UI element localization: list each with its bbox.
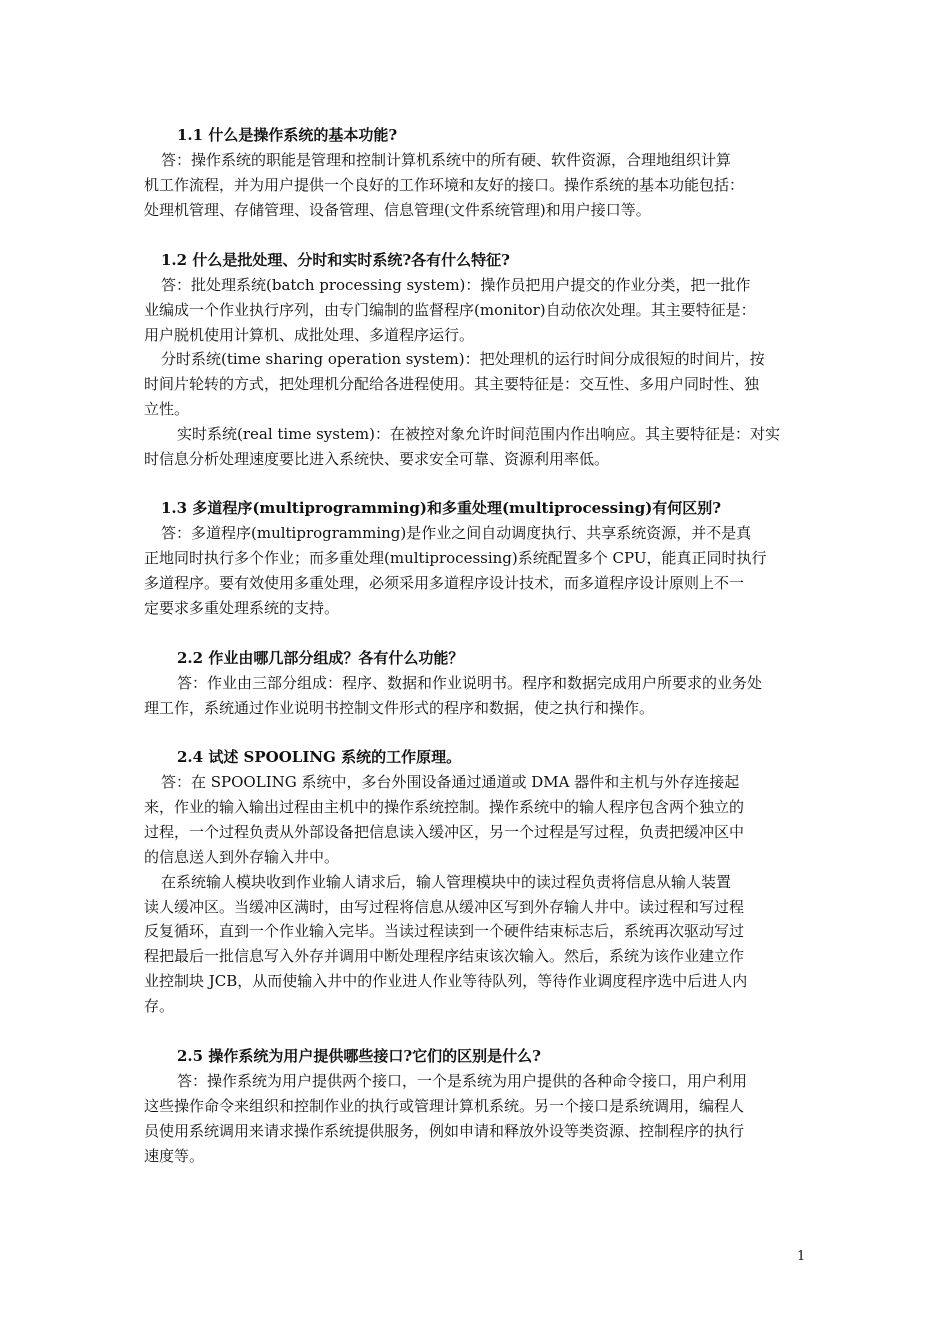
answer-line: 时间片轮转的方式，把处理机分配给各进程使用。其主要特征是：交互性、多用户同时性、独 [144,375,760,393]
section-heading: 2.2 作业由哪几部分组成？各有什么功能？ [177,649,464,667]
answer-line: 答：在 SPOOLING 系统中，多台外围设备通过通道或 DMA 器件和主机与外存连接起 [161,773,740,791]
section-heading: 1.2 什么是批处理、分时和实时系统?各有什么特征? [161,251,510,269]
page-number: 1 [797,1249,806,1264]
answer-line: 时信息分析处理速度要比进入系统快、要求安全可靠、资源利用率低。 [144,450,610,468]
answer-line: 多道程序。要有效使用多重处理，必须采用多道程序设计技术，而多道程序设计原则上不一 [144,574,745,592]
answer-line: 这些操作命令来组织和控制作业的执行或管理计算机系统。另一个接口是系统调用，编程人 [144,1097,745,1115]
answer-line: 实时系统(real time system)：在被控对象允许时间范围内作出响应。其主要特征是：对实 [177,425,780,443]
section-heading: 2.4 试述 SPOOLING 系统的工作原理。 [177,748,462,766]
section-heading: 2.5 操作系统为用户提供哪些接口?它们的区别是什么? [177,1047,541,1065]
section-heading: 1.1 什么是操作系统的基本功能? [177,126,398,144]
answer-line: 答：批处理系统(batch processing system)：操作员把用户提交的作业分类，把一批作 [161,276,751,294]
answer-line: 程把最后一批信息写入外存并调用中断处理程序结束该次输入。然后，系统为该作业建立作 [144,947,745,965]
answer-line: 处理机管理、存储管理、设备管理、信息管理(文件系统管理)和用户接口等。 [144,201,651,219]
answer-line: 立性。 [144,400,190,418]
answer-line: 反复循环，直到一个作业输入完毕。当读过程读到一个硬件结束标志后，系统再次驱动写过 [144,922,745,940]
answer-line: 来，作业的输入输出过程由主机中的操作系统控制。操作系统中的输人程序包含两个独立的 [144,798,745,816]
answer-line: 员使用系统调用来请求操作系统提供服务，例如申请和释放外设等类资源、控制程序的执行 [144,1122,745,1140]
answer-line: 业控制块 JCB，从而使输入井中的作业进人作业等待队列，等待作业调度程序选中后进人内 [144,972,748,990]
answer-line: 理工作，系统通过作业说明书控制文件形式的程序和数据，使之执行和操作。 [144,699,655,717]
answer-line: 的信息送人到外存输入井中。 [144,848,340,866]
answer-line: 速度等。 [144,1147,205,1165]
answer-line: 分时系统(time sharing operation system)：把处理机的运行时间分成很短的时间片，按 [161,350,765,368]
answer-line: 业编成一个作业执行序列，由专门编制的监督程序(monitor)自动依次处理。其主要特征是： [144,301,756,319]
answer-line: 定要求多重处理系统的支持。 [144,599,340,617]
answer-line: 答：操作系统为用户提供两个接口，一个是系统为用户提供的各种命令接口，用户利用 [177,1072,748,1090]
answer-line: 答：操作系统的职能是管理和控制计算机系统中的所有硬、软件资源，合理地组织计算 [161,151,732,169]
answer-line: 机工作流程，并为用户提供一个良好的工作环境和友好的接口。操作系统的基本功能包括： [144,176,745,194]
answer-line: 读人缓冲区。当缓冲区满时，由写过程将信息从缓冲区写到外存输人井中。读过程和写过程 [144,898,745,916]
answer-line: 正地同时执行多个作业；而多重处理(multiprocessing)系统配置多个 CPU，能真正同时执行 [144,549,767,567]
answer-line: 存。 [144,997,175,1015]
section-heading: 1.3 多道程序(multiprogramming)和多重处理(multiprocessing)有何区别? [161,499,722,517]
answer-line: 在系统输人模块收到作业输人请求后，输人管理模块中的读过程负责将信息从输人装置 [161,873,732,891]
answer-line: 用户脱机使用计算机、成批处理、多道程序运行。 [144,326,475,344]
answer-line: 过程，一个过程负责从外部设备把信息读入缓冲区，另一个过程是写过程，负责把缓冲区中 [144,823,745,841]
answer-line: 答：作业由三部分组成：程序、数据和作业说明书。程序和数据完成用户所要求的业务处 [177,674,763,692]
answer-line: 答：多道程序(multiprogramming)是作业之间自动调度执行、共享系统资源，并不是真 [161,524,752,542]
